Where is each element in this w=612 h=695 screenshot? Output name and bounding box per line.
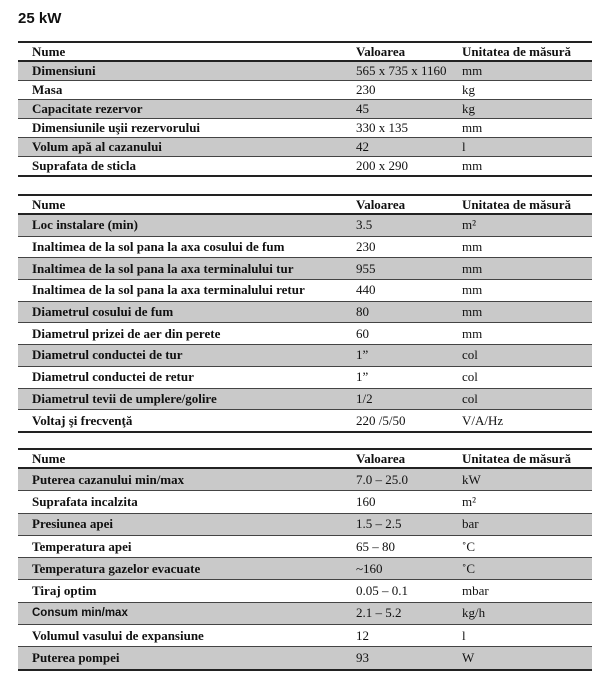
row-value: 1/2 <box>342 388 448 410</box>
row-value: 955 <box>342 258 448 280</box>
table-row <box>18 491 592 513</box>
header-name: Nume <box>18 42 342 61</box>
row-unit: mm <box>448 119 592 138</box>
row-name: Suprafata incalzita <box>18 491 342 513</box>
row-unit: col <box>448 388 592 410</box>
row-value: 65 – 80 <box>342 535 448 557</box>
row-unit: l <box>448 138 592 157</box>
row-name: Diametrul conductei de retur <box>18 366 342 388</box>
row-name: Puterea pompei <box>18 647 342 670</box>
table-row <box>18 214 592 236</box>
row-unit: mm <box>448 280 592 302</box>
row-value: 12 <box>342 625 448 647</box>
row-name: Dimensiuni <box>18 61 342 81</box>
specs-table-dimensions <box>18 41 592 177</box>
table-row <box>18 625 592 647</box>
specs-table-installation <box>18 194 592 433</box>
row-value: 60 <box>342 323 448 345</box>
row-unit: kg <box>448 81 592 100</box>
table-row <box>18 81 592 100</box>
table-row <box>18 513 592 535</box>
row-value: 330 x 135 <box>342 119 448 138</box>
table-row <box>18 301 592 323</box>
row-unit: W <box>448 647 592 670</box>
table-row <box>18 366 592 388</box>
row-name: Loc instalare (min) <box>18 214 342 236</box>
row-name: Suprafata de sticla <box>18 157 342 177</box>
row-name: Consum min/max <box>18 602 342 624</box>
row-unit: col <box>448 345 592 367</box>
row-name: Diametrul cosului de fum <box>18 301 342 323</box>
row-unit: col <box>448 366 592 388</box>
table-row <box>18 580 592 602</box>
header-unit: Unitatea de măsură <box>448 449 592 468</box>
row-unit: mm <box>448 157 592 177</box>
table-row <box>18 602 592 624</box>
row-name: Temperatura gazelor evacuate <box>18 558 342 580</box>
row-name: Tiraj optim <box>18 580 342 602</box>
table-row <box>18 558 592 580</box>
table-row <box>18 280 592 302</box>
row-name: Volumul vasului de expansiune <box>18 625 342 647</box>
table-row <box>18 61 592 81</box>
table-row <box>18 410 592 432</box>
row-unit: V/A/Hz <box>448 410 592 432</box>
row-value: ~160 <box>342 558 448 580</box>
row-value: 230 <box>342 236 448 258</box>
row-value: 565 x 735 x 1160 <box>342 61 448 81</box>
row-unit: bar <box>448 513 592 535</box>
row-name: Voltaj şi frecvenţă <box>18 410 342 432</box>
row-value: 1” <box>342 345 448 367</box>
row-unit: mm <box>448 236 592 258</box>
table-row <box>18 157 592 177</box>
row-name: Diametrul conductei de tur <box>18 345 342 367</box>
table-row <box>18 258 592 280</box>
table-row <box>18 345 592 367</box>
table-row <box>18 100 592 119</box>
row-unit: mm <box>448 301 592 323</box>
row-name: Dimensiunile uşii rezervorului <box>18 119 342 138</box>
header-value: Valoarea <box>342 42 448 61</box>
row-value: 2.1 – 5.2 <box>342 602 448 624</box>
row-name: Inaltimea de la sol pana la axa cosului de fum <box>18 236 342 258</box>
row-value: 80 <box>342 301 448 323</box>
header-unit: Unitatea de măsură <box>448 195 592 214</box>
row-name: Temperatura apei <box>18 535 342 557</box>
row-name: Capacitate rezervor <box>18 100 342 119</box>
table-header <box>18 195 592 214</box>
row-value: 1.5 – 2.5 <box>342 513 448 535</box>
table-row <box>18 535 592 557</box>
table-row <box>18 388 592 410</box>
row-value: 45 <box>342 100 448 119</box>
row-name: Diametrul prizei de aer din perete <box>18 323 342 345</box>
row-unit: kg <box>448 100 592 119</box>
row-value: 93 <box>342 647 448 670</box>
table-row <box>18 647 592 670</box>
row-unit: ˚C <box>448 558 592 580</box>
row-unit: mm <box>448 258 592 280</box>
row-value: 440 <box>342 280 448 302</box>
row-unit: m² <box>448 214 592 236</box>
table-row <box>18 236 592 258</box>
row-name: Inaltimea de la sol pana la axa terminalului retur <box>18 280 342 302</box>
row-name: Diametrul tevii de umplere/golire <box>18 388 342 410</box>
table-row <box>18 468 592 491</box>
header-value: Valoarea <box>342 195 448 214</box>
row-name: Masa <box>18 81 342 100</box>
table-row <box>18 138 592 157</box>
row-value: 42 <box>342 138 448 157</box>
row-value: 7.0 – 25.0 <box>342 468 448 491</box>
row-name: Inaltimea de la sol pana la axa terminalului tur <box>18 258 342 280</box>
row-value: 3.5 <box>342 214 448 236</box>
row-unit: mm <box>448 323 592 345</box>
header-unit: Unitatea de măsură <box>448 42 592 61</box>
row-value: 160 <box>342 491 448 513</box>
specs-table-performance <box>18 448 592 671</box>
page-heading: 25 kW <box>18 10 62 27</box>
row-name: Presiunea apei <box>18 513 342 535</box>
row-value: 200 x 290 <box>342 157 448 177</box>
row-unit: kg/h <box>448 602 592 624</box>
table-header <box>18 449 592 468</box>
header-name: Nume <box>18 449 342 468</box>
row-unit: m² <box>448 491 592 513</box>
table-header <box>18 42 592 61</box>
row-unit: ˚C <box>448 535 592 557</box>
row-unit: mm <box>448 61 592 81</box>
table-row <box>18 119 592 138</box>
row-value: 0.05 – 0.1 <box>342 580 448 602</box>
row-name: Volum apă al cazanului <box>18 138 342 157</box>
row-unit: kW <box>448 468 592 491</box>
row-value: 230 <box>342 81 448 100</box>
table-row <box>18 323 592 345</box>
row-value: 220 /5/50 <box>342 410 448 432</box>
header-name: Nume <box>18 195 342 214</box>
row-unit: mbar <box>448 580 592 602</box>
row-unit: l <box>448 625 592 647</box>
header-value: Valoarea <box>342 449 448 468</box>
row-name: Puterea cazanului min/max <box>18 468 342 491</box>
row-value: 1” <box>342 366 448 388</box>
